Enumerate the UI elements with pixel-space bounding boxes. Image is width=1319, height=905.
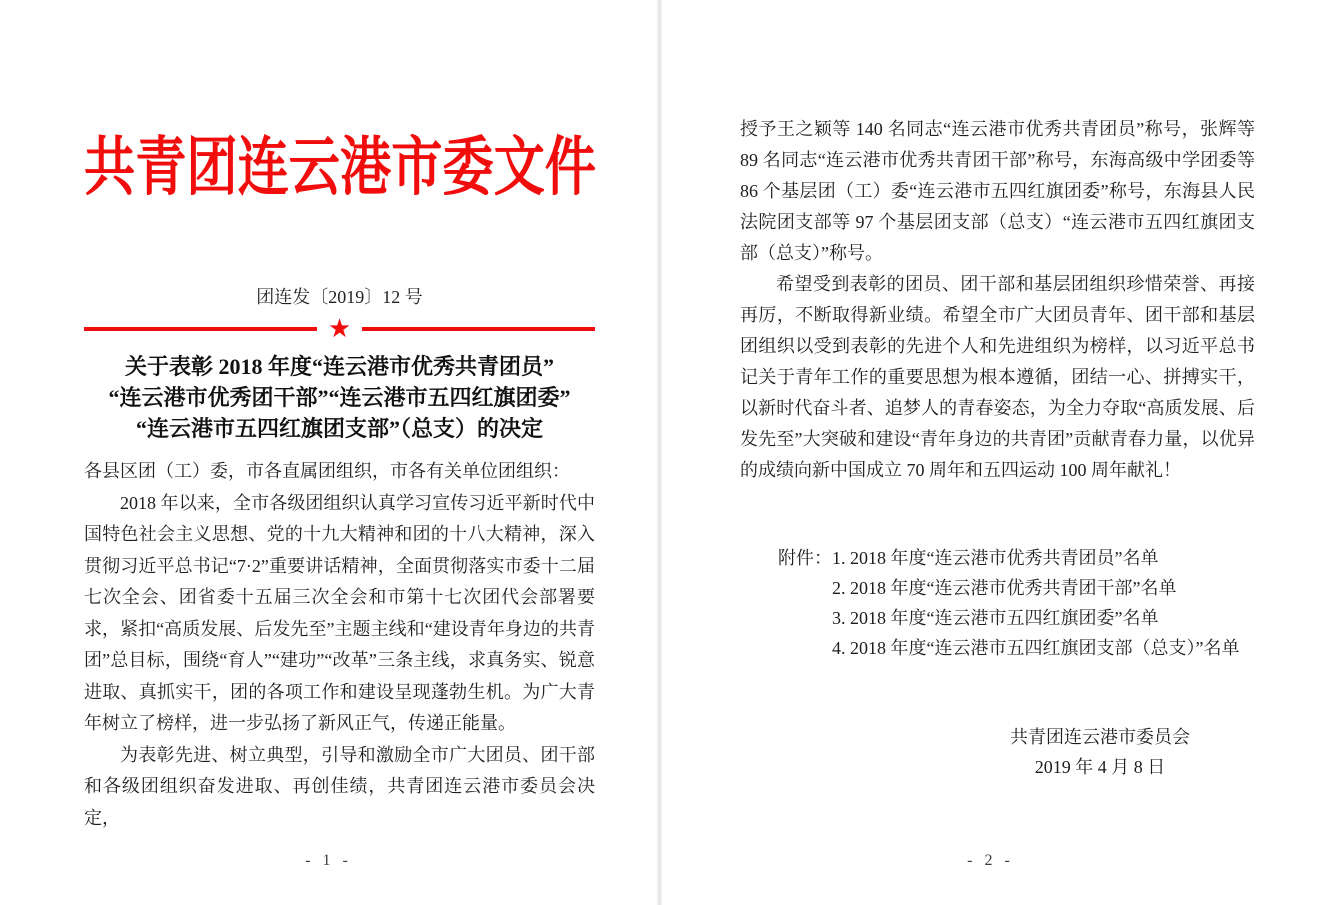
page-number: - 1 - bbox=[305, 852, 352, 869]
body-paragraph: 为表彰先进、树立典型，引导和激励全市广大团员、团干部和各级团组织奋发进取、再创佳绩，共青团连云港市委员会决定， bbox=[84, 744, 595, 828]
star-icon: ★ bbox=[327, 314, 352, 343]
letterhead-rule bbox=[84, 314, 595, 344]
salutation: 各县区团（工）委，市各直属团组织，市各有关单位团组织： bbox=[84, 461, 570, 481]
document-title-line-3: “连云港市五四红旗团支部”（总支）的决定 bbox=[135, 416, 543, 441]
doc-number: 团连发〔2019〕12 号 bbox=[256, 287, 423, 307]
page-number: - 2 - bbox=[967, 852, 1014, 869]
page-1 bbox=[0, 0, 657, 905]
document-title bbox=[84, 351, 595, 444]
attachment-item: 3. 2018 年度“连云港市五四红旗团委”名单 bbox=[832, 608, 1159, 628]
rule-line-left bbox=[84, 327, 317, 331]
signature-block bbox=[990, 722, 1210, 782]
letterhead bbox=[84, 134, 595, 202]
page-2 bbox=[662, 0, 1319, 905]
body-paragraph: 2018 年以来，全市各级团组织认真学习宣传习近平新时代中国特色社会主义思想、党的十九大精神和团的十八大精神，深入贯彻习近平总书记“7·2”重要讲话精神，全面贯彻落实市委十二届七次全会、团省委十五届三次全会和市第十七次团代会部署要求，紧扣“高质发展、后发先至”主题主线和“建设青年身边的共青团”总目标，围绕“育人”“建功”“改革”三条主线，求真务实、锐意进取、真抓实干，团的各项工作和建设呈现蓬勃生机。为广大青年树立了榜样，进一步弘扬了新风正气，传递正能量。 bbox=[84, 492, 595, 733]
attachment-item: 1. 2018 年度“连云港市优秀共青团员”名单 bbox=[832, 548, 1159, 568]
attachment-item: 2. 2018 年度“连云港市优秀共青团干部”名单 bbox=[832, 578, 1177, 598]
body-paragraph: 希望受到表彰的团员、团干部和基层团组织珍惜荣誉、再接再厉，不断取得新业绩。希望全市广大团员青年、团干部和基层团组织以受到表彰的先进个人和先进组织为榜样，以习近平总书记关于青年工作的重要思想为根本遵循，团结一心、拼搏实干，以新时代奋斗者、追梦人的青春姿态，为全力夺取“高质发展、后发先至”大突破和建设“青年身边的共青团”贡献青春力量，以优异的成绩向新中国成立 70 周年和五四运动 100 周年献礼！ bbox=[740, 274, 1255, 480]
document-title-line-2: “连云港市优秀团干部”“连云港市五四红旗团委” bbox=[108, 385, 571, 410]
attachments-label: 附件： bbox=[778, 548, 832, 568]
attachment-item: 4. 2018 年度“连云港市五四红旗团支部（总支）”名单 bbox=[832, 638, 1240, 658]
body-paragraph: 授予王之颖等 140 名同志“连云港市优秀共青团员”称号，张辉等 89 名同志“连云港市优秀共青团干部”称号，东海高级中学团委等 86 个基层团（工）委“连云港市五四红旗团委”称号，东海县人民法院团支部等 97 个基层团支部（总支）“连云港市五四红旗团支部（总支）”称号。 bbox=[740, 119, 1255, 263]
attachments-block bbox=[778, 543, 1255, 663]
signature-date: 2019 年 4 月 8 日 bbox=[1034, 757, 1166, 777]
rule-line-right bbox=[362, 327, 595, 331]
signer-name: 共青团连云港市委员会 bbox=[1010, 727, 1190, 747]
document-title-line-1: 关于表彰 2018 年度“连云港市优秀共青团员” bbox=[124, 354, 554, 379]
attachments-list bbox=[832, 543, 1239, 663]
letterhead-title: 共青团连云港市委文件 bbox=[83, 132, 596, 203]
